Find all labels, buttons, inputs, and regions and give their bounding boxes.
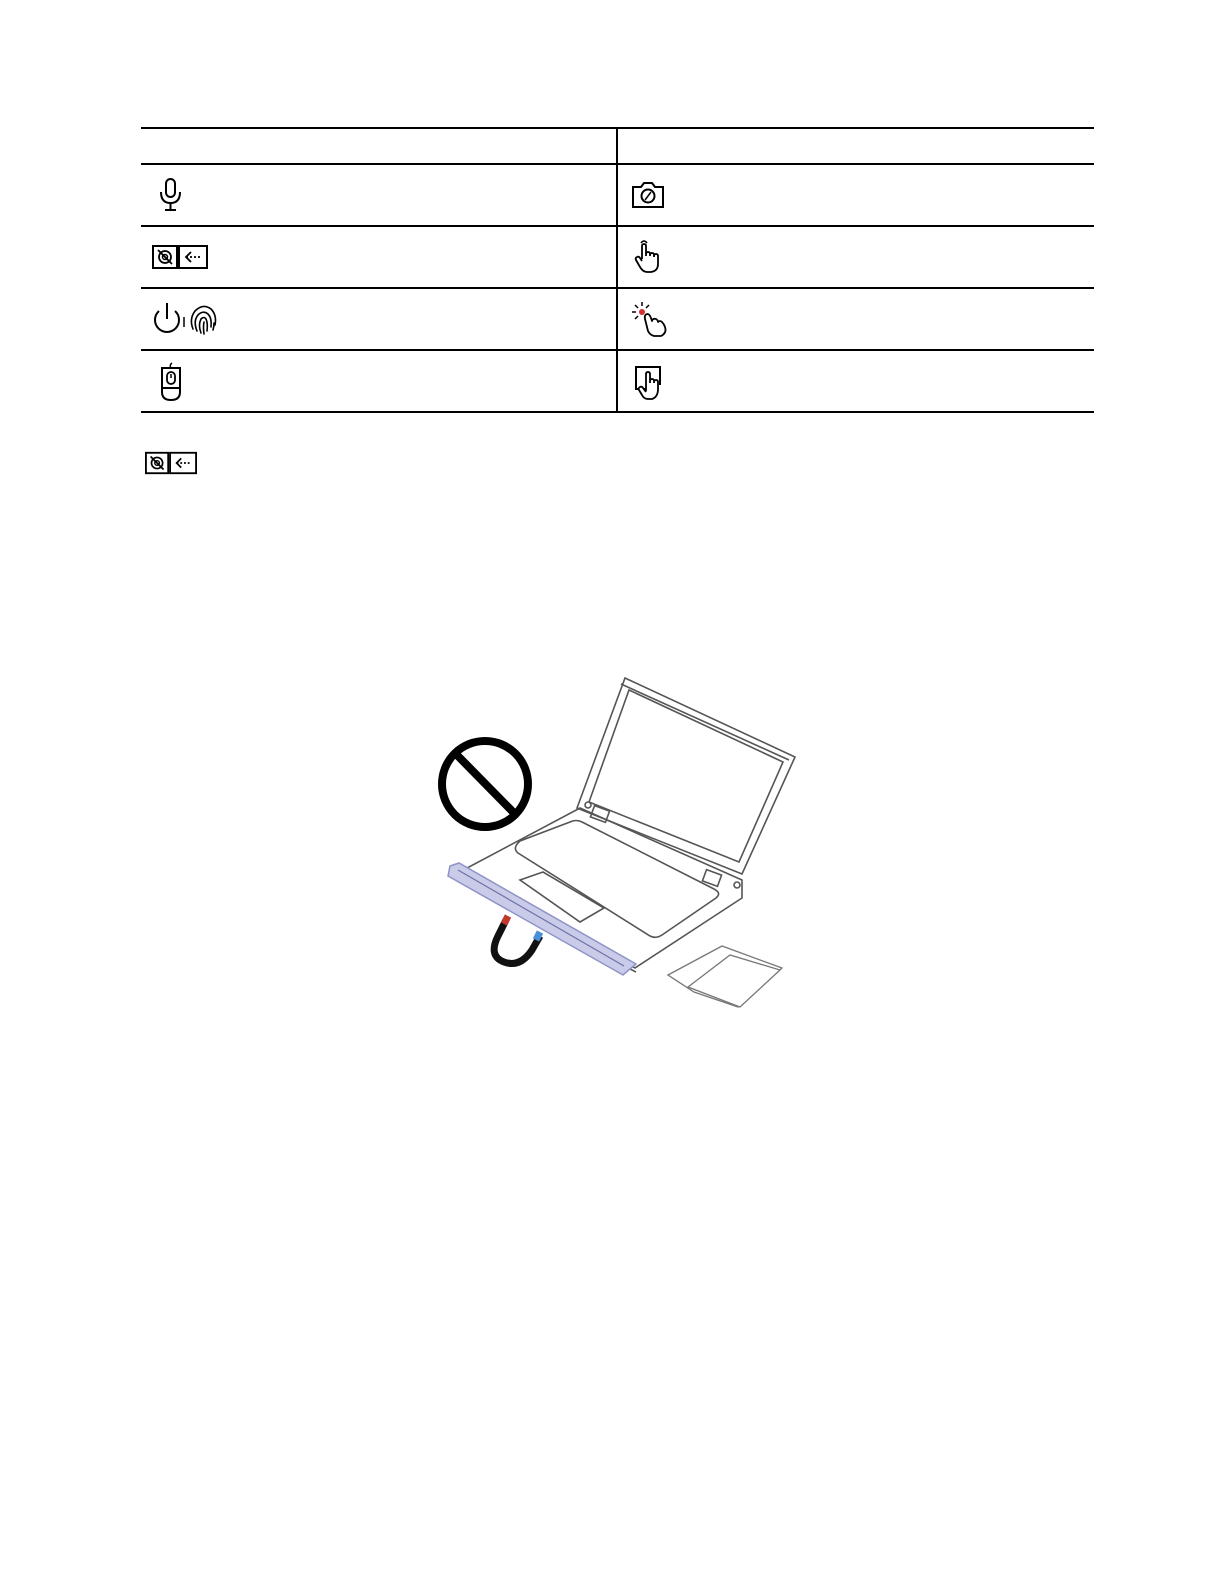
camera-icon — [628, 175, 668, 215]
table-cell — [617, 288, 1094, 350]
table-header-row — [141, 128, 1094, 164]
cards-icon — [668, 946, 782, 1007]
laptop-screen — [577, 678, 795, 888]
table-row — [141, 226, 1094, 288]
table-header-left — [141, 128, 617, 164]
table-cell — [617, 164, 1094, 226]
table-row — [141, 288, 1094, 350]
privacy-screen-key-icon — [151, 242, 209, 272]
laptop-magnet-warning-illustration — [396, 655, 828, 1027]
table-cell — [617, 226, 1094, 288]
power-fingerprint-icon — [151, 299, 223, 339]
table-row — [141, 350, 1094, 412]
table-cell — [141, 288, 617, 350]
icon-table — [141, 127, 1094, 413]
table-cell — [141, 350, 617, 412]
privacy-screen-key-icon — [143, 450, 199, 476]
mouse-icon — [151, 359, 191, 403]
table-row — [141, 164, 1094, 226]
table-header-right — [617, 128, 1094, 164]
touch-tap-icon — [628, 237, 668, 277]
table-cell — [141, 164, 617, 226]
microphone-icon — [151, 175, 191, 215]
smart-gesture-icon — [628, 299, 672, 339]
table-cell — [141, 226, 617, 288]
table-cell — [617, 350, 1094, 412]
prohibition-icon — [442, 741, 528, 827]
touchpad-icon — [628, 359, 668, 403]
